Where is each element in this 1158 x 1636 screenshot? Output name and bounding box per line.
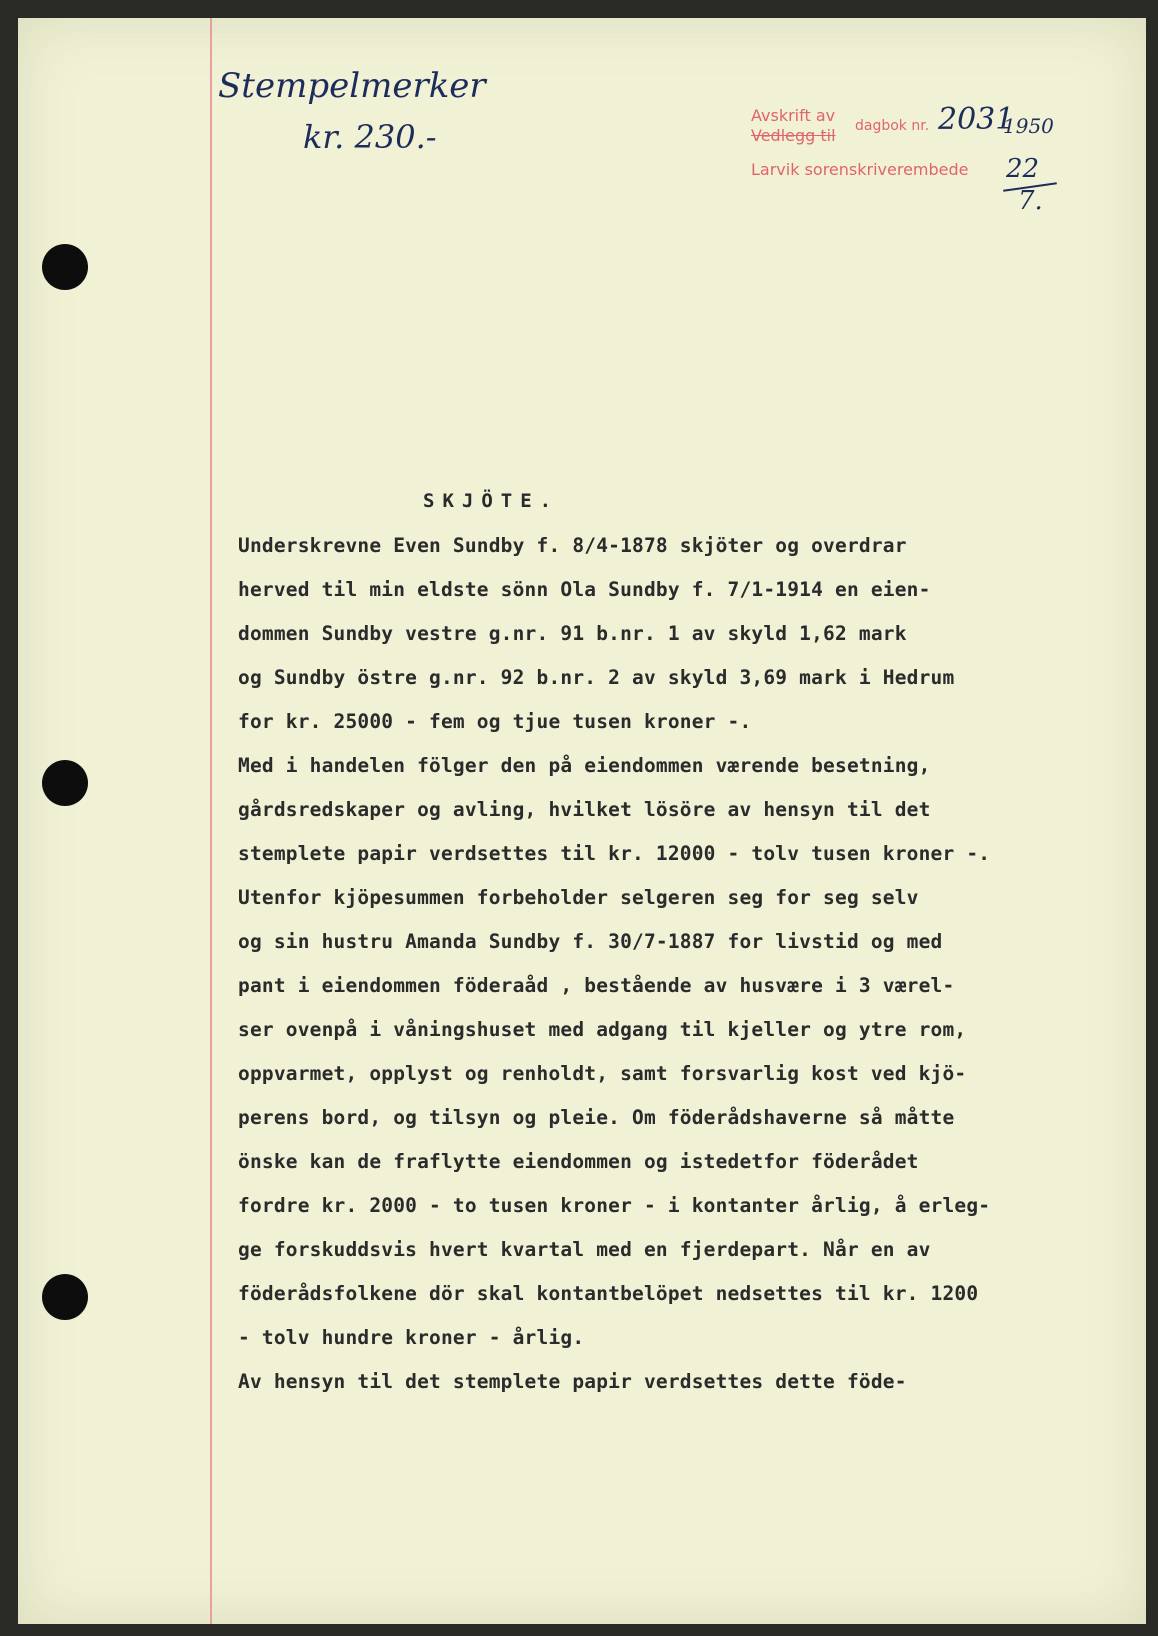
body-line: perens bord, og tilsyn og pleie. Om föderådshaverne så måtte bbox=[238, 1106, 955, 1129]
body-line: pant i eiendommen föderaåd , bestående av husvære i 3 værel- bbox=[238, 974, 955, 997]
body-line: dommen Sundby vestre g.nr. 91 b.nr. 1 av skyld 1,62 mark bbox=[238, 622, 907, 645]
body-line: Underskrevne Even Sundby f. 8/4-1878 skjöter og overdrar bbox=[238, 534, 907, 557]
document-page bbox=[18, 18, 1146, 1624]
body-line: oppvarmet, opplyst og renholdt, samt forsvarlig kost ved kjö- bbox=[238, 1062, 967, 1085]
stamp-month: 7. bbox=[1018, 186, 1043, 216]
body-line: og Sundby östre g.nr. 92 b.nr. 2 av skyld 3,69 mark i Hedrum bbox=[238, 666, 955, 689]
stamp-line-1: Avskrift av bbox=[751, 106, 836, 125]
body-line: föderådsfolkene dör skal kontantbelöpet nedsettes til kr. 1200 bbox=[238, 1282, 979, 1305]
body-line: herved til min eldste sönn Ola Sundby f. 7/1-1914 en eien- bbox=[238, 578, 931, 601]
stamp-day: 22 bbox=[1006, 154, 1040, 184]
punch-hole bbox=[42, 760, 88, 806]
body-line: ser ovenpå i våningshuset med adgang til kjeller og ytre rom, bbox=[238, 1018, 967, 1041]
handwritten-amount: kr. 230.- bbox=[303, 118, 437, 156]
punch-hole bbox=[42, 1274, 88, 1320]
stamp-journal-label: dagbok nr. bbox=[855, 118, 930, 134]
body-line: fordre kr. 2000 - to tusen kroner - i kontanter årlig, å erleg- bbox=[238, 1194, 991, 1217]
body-line: ge forskuddsvis hvert kvartal med en fjerdepart. Når en av bbox=[238, 1238, 931, 1261]
body-line: - tolv hundre kroner - årlig. bbox=[238, 1326, 585, 1349]
body-line: Av hensyn til det stemplete papir verdsettes dette föde- bbox=[238, 1370, 907, 1393]
body-line: önske kan de fraflytte eiendommen og istedetfor föderådet bbox=[238, 1150, 919, 1173]
handwritten-stamp-note: Stempelmerker bbox=[218, 66, 486, 106]
punch-hole bbox=[42, 244, 88, 290]
body-line: Med i handelen fölger den på eiendommen værende besetning, bbox=[238, 754, 931, 777]
body-line: Utenfor kjöpesummen forbeholder selgeren seg for seg selv bbox=[238, 886, 919, 909]
document-title: SKJÖTE. bbox=[423, 490, 560, 512]
body-line: og sin hustru Amanda Sundby f. 30/7-1887 for livstid og med bbox=[238, 930, 943, 953]
margin-line bbox=[210, 18, 212, 1624]
stamp-office: Larvik sorenskriverembede bbox=[751, 160, 969, 179]
body-line: stemplete papir verdsettes til kr. 12000 - tolv tusen kroner -. bbox=[238, 842, 991, 865]
stamp-line-2: Vedlegg til bbox=[751, 126, 836, 145]
body-line: gårdsredskaper og avling, hvilket lösöre av hensyn til det bbox=[238, 798, 931, 821]
stamp-year: 1950 bbox=[1003, 114, 1054, 138]
stamp-journal-number: 2031 bbox=[938, 102, 1015, 137]
body-line: for kr. 25000 - fem og tjue tusen kroner -. bbox=[238, 710, 752, 733]
